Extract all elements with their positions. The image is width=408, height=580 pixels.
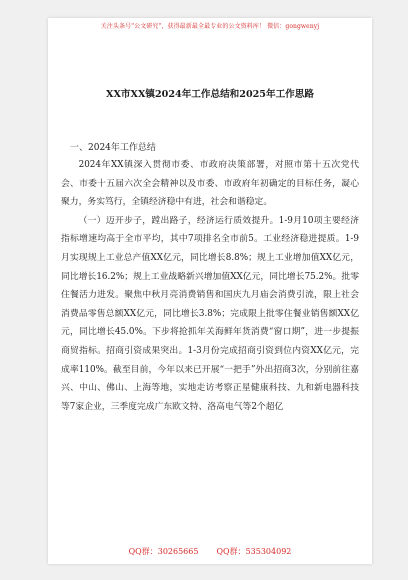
footer-qq-group-2: QQ群：535304092	[216, 547, 292, 556]
document-title: XX市XX镇2024年工作总结和2025年工作思路	[106, 89, 314, 100]
section-heading: 一、2024年工作总结	[70, 143, 156, 153]
document-body	[61, 156, 359, 416]
footer-qq-group-1: QQ群：30265665	[128, 547, 199, 556]
header-note: 关注头条号"公文研究"，获得最新最全最专业的公文资料库！ 微信：gongwenyj	[100, 23, 320, 30]
body-paragraph: （一）迈开步子，蹚出路子，经济运行质效提升。1-9月10项主要经济指标增速均高于全市平均，其中7项排名全市前5。工业经济稳进提质。1-9月实现规上工业总产值XX亿元，同比增长8.8%；规上工业增加值XX亿元，同比增长16.2%；规上工业战略新兴增加值XX亿元，同比增长75.2%。批零住餐活力进发。聚焦中秋月亮消费销售和国庆九月庙会消费引流，限上社会消费品零售总额XX亿元，同比增长3.8%；完成限上批零住餐业销售额XX亿元，同比增长45.0%。下步将抢抓年关海鲜年货消费“窗口期”，进一步提振商贸指标。招商引资成果突出。1-3月份完成招商引资到位内资XX亿元，完成率110%。截至目前，今年以来已开展“一把手”外出招商3次，分别前往嘉兴、中山、佛山、上海等地，实地走访考察正星健康科技、九和新电器科技等7家企业，三季度完成广东欧文特、洛高电气等2个超亿	[61, 215, 359, 412]
document-page	[48, 18, 372, 564]
body-paragraph: 2024年XX镇深入贯彻市委、市政府决策部署，对照市第十五次党代会、市委十五届六次全会精神以及市委、市政府年初确定的目标任务，凝心聚力，务实笃行，全镇经济稳中有进，社会和谐稳定。	[61, 160, 359, 208]
footer-contact	[48, 546, 372, 557]
